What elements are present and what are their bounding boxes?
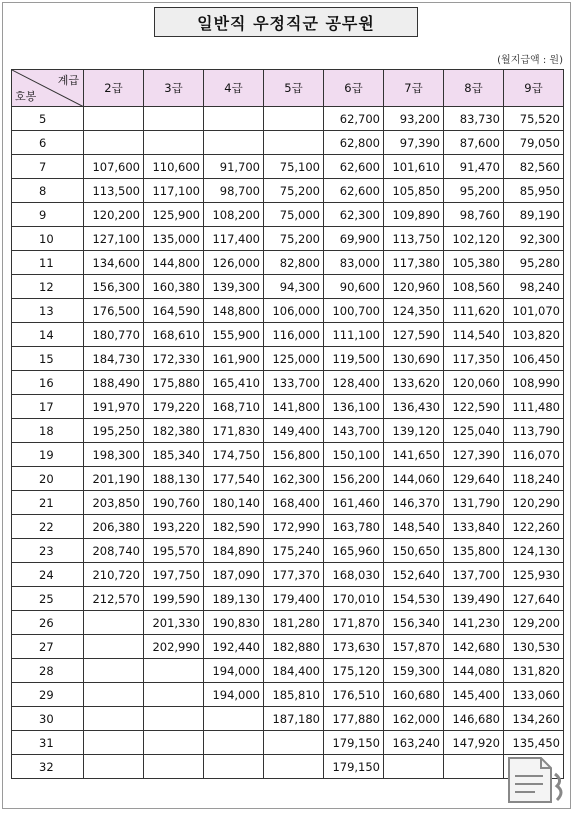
pay-cell: 127,590 <box>384 323 444 347</box>
pay-cell: 146,370 <box>384 491 444 515</box>
table-row <box>12 587 564 611</box>
pay-cell <box>144 755 204 779</box>
pay-cell: 208,740 <box>84 539 144 563</box>
pay-cell: 170,010 <box>324 587 384 611</box>
pay-cell <box>204 731 264 755</box>
pay-cell <box>444 755 504 779</box>
pay-cell: 156,300 <box>84 275 144 299</box>
pay-cell: 185,340 <box>144 443 204 467</box>
pay-cell <box>144 659 204 683</box>
pay-cell: 135,800 <box>444 539 504 563</box>
pay-cell: 127,640 <box>504 587 564 611</box>
pay-cell: 177,370 <box>264 563 324 587</box>
pay-cell: 125,930 <box>504 563 564 587</box>
table-row <box>12 155 564 179</box>
page-title: 일반직 우정직군 공무원 <box>154 7 418 37</box>
table-row <box>12 371 564 395</box>
pay-cell: 159,300 <box>384 659 444 683</box>
grade-header: 5급 <box>264 70 324 107</box>
pay-cell: 165,410 <box>204 371 264 395</box>
pay-cell: 118,240 <box>504 467 564 491</box>
pay-cell: 125,900 <box>144 203 204 227</box>
pay-cell: 95,200 <box>444 179 504 203</box>
step-label: 7 <box>12 155 84 179</box>
table-row <box>12 131 564 155</box>
pay-cell: 100,700 <box>324 299 384 323</box>
pay-cell: 143,700 <box>324 419 384 443</box>
pay-cell: 184,890 <box>204 539 264 563</box>
pay-cell: 184,400 <box>264 659 324 683</box>
grade-header: 2급 <box>84 70 144 107</box>
pay-cell: 163,780 <box>324 515 384 539</box>
pay-cell: 95,280 <box>504 251 564 275</box>
pay-cell: 85,950 <box>504 179 564 203</box>
pay-cell: 129,640 <box>444 467 504 491</box>
pay-cell: 161,900 <box>204 347 264 371</box>
pay-cell: 193,220 <box>144 515 204 539</box>
pay-cell: 141,650 <box>384 443 444 467</box>
pay-cell: 135,450 <box>504 731 564 755</box>
pay-cell: 201,190 <box>84 467 144 491</box>
pay-cell: 62,300 <box>324 203 384 227</box>
pay-cell: 75,520 <box>504 107 564 131</box>
table-row <box>12 659 564 683</box>
corner-header <box>12 70 84 107</box>
pay-cell <box>144 707 204 731</box>
pay-cell: 75,200 <box>264 179 324 203</box>
pay-cell: 133,620 <box>384 371 444 395</box>
step-label: 27 <box>12 635 84 659</box>
pay-cell: 182,590 <box>204 515 264 539</box>
pay-cell: 195,570 <box>144 539 204 563</box>
pay-cell: 97,390 <box>384 131 444 155</box>
pay-cell: 181,280 <box>264 611 324 635</box>
pay-cell: 131,820 <box>504 659 564 683</box>
pay-cell: 168,710 <box>204 395 264 419</box>
pay-cell: 91,470 <box>444 155 504 179</box>
pay-cell: 122,590 <box>444 395 504 419</box>
pay-cell: 133,060 <box>504 683 564 707</box>
pay-cell: 62,600 <box>324 179 384 203</box>
pay-cell: 62,700 <box>324 107 384 131</box>
pay-cell: 116,070 <box>504 443 564 467</box>
pay-cell: 201,330 <box>144 611 204 635</box>
step-label: 16 <box>12 371 84 395</box>
pay-cell: 75,100 <box>264 155 324 179</box>
unit-note: (월지급액 : 원) <box>497 55 563 66</box>
pay-cell: 210,720 <box>84 563 144 587</box>
pay-cell: 188,130 <box>144 467 204 491</box>
pay-cell: 127,390 <box>444 443 504 467</box>
pay-cell: 108,990 <box>504 371 564 395</box>
pay-cell <box>84 683 144 707</box>
pay-cell: 113,500 <box>84 179 144 203</box>
pay-cell: 105,850 <box>384 179 444 203</box>
pay-cell: 168,610 <box>144 323 204 347</box>
pay-cell: 155,900 <box>204 323 264 347</box>
step-label: 19 <box>12 443 84 467</box>
pay-cell: 136,100 <box>324 395 384 419</box>
pay-cell: 134,600 <box>84 251 144 275</box>
pay-cell: 190,830 <box>204 611 264 635</box>
pay-cell: 179,150 <box>324 731 384 755</box>
pay-cell: 125,040 <box>444 419 504 443</box>
pay-cell <box>144 683 204 707</box>
pay-cell: 148,540 <box>384 515 444 539</box>
pay-cell: 108,200 <box>204 203 264 227</box>
step-label: 23 <box>12 539 84 563</box>
pay-cell <box>84 707 144 731</box>
document-icon <box>505 754 567 806</box>
pay-cell: 127,100 <box>84 227 144 251</box>
step-label: 29 <box>12 683 84 707</box>
pay-cell: 128,400 <box>324 371 384 395</box>
pay-cell: 98,700 <box>204 179 264 203</box>
pay-cell: 144,080 <box>444 659 504 683</box>
pay-cell: 102,120 <box>444 227 504 251</box>
grade-header: 8급 <box>444 70 504 107</box>
step-label: 26 <box>12 611 84 635</box>
pay-cell: 184,730 <box>84 347 144 371</box>
table-row <box>12 179 564 203</box>
pay-cell: 101,610 <box>384 155 444 179</box>
pay-cell: 188,490 <box>84 371 144 395</box>
pay-table <box>11 69 564 779</box>
pay-cell <box>384 755 444 779</box>
pay-cell: 69,900 <box>324 227 384 251</box>
pay-cell: 113,750 <box>384 227 444 251</box>
step-label: 10 <box>12 227 84 251</box>
pay-cell: 117,400 <box>204 227 264 251</box>
step-label: 14 <box>12 323 84 347</box>
pay-cell: 98,760 <box>444 203 504 227</box>
pay-cell: 106,450 <box>504 347 564 371</box>
pay-cell: 185,810 <box>264 683 324 707</box>
pay-cell: 89,190 <box>504 203 564 227</box>
corner-grade-label: 계급 <box>57 74 79 87</box>
step-label: 24 <box>12 563 84 587</box>
pay-cell: 191,970 <box>84 395 144 419</box>
pay-cell: 195,250 <box>84 419 144 443</box>
pay-cell: 192,440 <box>204 635 264 659</box>
pay-cell: 182,880 <box>264 635 324 659</box>
pay-cell: 176,500 <box>84 299 144 323</box>
pay-cell <box>264 107 324 131</box>
pay-cell: 212,570 <box>84 587 144 611</box>
pay-cell: 202,990 <box>144 635 204 659</box>
pay-cell <box>84 659 144 683</box>
table-row <box>12 323 564 347</box>
pay-cell: 135,000 <box>144 227 204 251</box>
step-label: 20 <box>12 467 84 491</box>
pay-cell: 174,750 <box>204 443 264 467</box>
pay-table-body <box>12 107 564 779</box>
pay-cell: 120,290 <box>504 491 564 515</box>
step-label: 5 <box>12 107 84 131</box>
pay-cell: 144,800 <box>144 251 204 275</box>
pay-cell: 206,380 <box>84 515 144 539</box>
pay-cell: 144,060 <box>384 467 444 491</box>
pay-cell: 179,150 <box>324 755 384 779</box>
pay-cell: 142,680 <box>444 635 504 659</box>
step-label: 25 <box>12 587 84 611</box>
pay-cell: 182,380 <box>144 419 204 443</box>
pay-cell: 179,220 <box>144 395 204 419</box>
step-label: 31 <box>12 731 84 755</box>
pay-cell <box>84 755 144 779</box>
pay-cell: 141,230 <box>444 611 504 635</box>
pay-cell: 179,400 <box>264 587 324 611</box>
pay-cell: 133,840 <box>444 515 504 539</box>
grade-header: 3급 <box>144 70 204 107</box>
table-row <box>12 707 564 731</box>
pay-cell: 93,200 <box>384 107 444 131</box>
pay-cell: 175,120 <box>324 659 384 683</box>
pay-cell: 175,880 <box>144 371 204 395</box>
pay-cell <box>84 131 144 155</box>
grade-header: 7급 <box>384 70 444 107</box>
pay-cell: 111,480 <box>504 395 564 419</box>
pay-cell: 190,760 <box>144 491 204 515</box>
pay-cell: 197,750 <box>144 563 204 587</box>
step-label: 17 <box>12 395 84 419</box>
pay-cell: 194,000 <box>204 659 264 683</box>
pay-cell: 160,680 <box>384 683 444 707</box>
pay-cell: 107,600 <box>84 155 144 179</box>
pay-cell: 164,590 <box>144 299 204 323</box>
pay-cell: 103,820 <box>504 323 564 347</box>
pay-cell: 98,240 <box>504 275 564 299</box>
pay-cell: 145,400 <box>444 683 504 707</box>
pay-cell: 106,000 <box>264 299 324 323</box>
pay-cell: 157,870 <box>384 635 444 659</box>
pay-cell: 168,400 <box>264 491 324 515</box>
table-row <box>12 299 564 323</box>
step-label: 8 <box>12 179 84 203</box>
pay-cell: 146,680 <box>444 707 504 731</box>
pay-cell <box>84 611 144 635</box>
pay-cell: 154,530 <box>384 587 444 611</box>
pay-cell: 165,960 <box>324 539 384 563</box>
pay-cell: 130,530 <box>504 635 564 659</box>
pay-cell <box>84 107 144 131</box>
pay-cell <box>144 107 204 131</box>
pay-cell: 119,500 <box>324 347 384 371</box>
pay-cell: 79,050 <box>504 131 564 155</box>
pay-cell: 162,300 <box>264 467 324 491</box>
table-row <box>12 251 564 275</box>
pay-cell: 105,380 <box>444 251 504 275</box>
pay-cell: 82,560 <box>504 155 564 179</box>
pay-cell: 113,790 <box>504 419 564 443</box>
pay-cell: 160,380 <box>144 275 204 299</box>
pay-cell: 91,700 <box>204 155 264 179</box>
pay-cell <box>84 635 144 659</box>
table-row <box>12 443 564 467</box>
pay-cell: 156,200 <box>324 467 384 491</box>
pay-cell: 114,540 <box>444 323 504 347</box>
step-label: 18 <box>12 419 84 443</box>
pay-cell: 139,300 <box>204 275 264 299</box>
pay-cell: 168,030 <box>324 563 384 587</box>
step-label: 30 <box>12 707 84 731</box>
pay-cell: 177,540 <box>204 467 264 491</box>
step-label: 11 <box>12 251 84 275</box>
pay-cell: 136,430 <box>384 395 444 419</box>
grade-header: 9급 <box>504 70 564 107</box>
pay-cell: 75,000 <box>264 203 324 227</box>
pay-cell: 120,200 <box>84 203 144 227</box>
pay-cell: 149,400 <box>264 419 324 443</box>
pay-cell: 108,560 <box>444 275 504 299</box>
step-label: 6 <box>12 131 84 155</box>
corner-step-label: 호봉 <box>15 90 37 103</box>
table-row <box>12 395 564 419</box>
pay-cell: 120,060 <box>444 371 504 395</box>
pay-cell: 94,300 <box>264 275 324 299</box>
pay-cell: 109,890 <box>384 203 444 227</box>
pay-cell: 150,100 <box>324 443 384 467</box>
pay-cell <box>204 107 264 131</box>
pay-cell: 75,200 <box>264 227 324 251</box>
pay-cell: 117,100 <box>144 179 204 203</box>
pay-cell: 150,650 <box>384 539 444 563</box>
pay-cell: 147,920 <box>444 731 504 755</box>
pay-cell <box>204 131 264 155</box>
pay-cell: 171,830 <box>204 419 264 443</box>
pay-cell: 125,000 <box>264 347 324 371</box>
pay-cell: 124,130 <box>504 539 564 563</box>
table-row <box>12 347 564 371</box>
pay-cell: 180,140 <box>204 491 264 515</box>
table-row <box>12 515 564 539</box>
pay-cell: 110,600 <box>144 155 204 179</box>
pay-cell: 171,870 <box>324 611 384 635</box>
grade-header: 6급 <box>324 70 384 107</box>
table-row <box>12 203 564 227</box>
pay-cell: 124,350 <box>384 299 444 323</box>
table-row <box>12 491 564 515</box>
pay-cell: 203,850 <box>84 491 144 515</box>
pay-cell <box>204 707 264 731</box>
pay-cell: 90,600 <box>324 275 384 299</box>
pay-cell: 180,770 <box>84 323 144 347</box>
pay-cell: 172,990 <box>264 515 324 539</box>
pay-cell: 83,000 <box>324 251 384 275</box>
pay-cell: 139,120 <box>384 419 444 443</box>
pay-cell: 175,240 <box>264 539 324 563</box>
table-row <box>12 227 564 251</box>
pay-cell: 126,000 <box>204 251 264 275</box>
pay-cell: 116,000 <box>264 323 324 347</box>
pay-cell: 134,260 <box>504 707 564 731</box>
step-label: 13 <box>12 299 84 323</box>
pay-cell: 117,350 <box>444 347 504 371</box>
pay-cell: 139,490 <box>444 587 504 611</box>
pay-cell: 129,200 <box>504 611 564 635</box>
pay-cell: 161,460 <box>324 491 384 515</box>
table-row <box>12 731 564 755</box>
pay-cell: 173,630 <box>324 635 384 659</box>
pay-cell: 187,090 <box>204 563 264 587</box>
pay-cell: 199,590 <box>144 587 204 611</box>
pay-cell: 162,000 <box>384 707 444 731</box>
pay-cell: 156,340 <box>384 611 444 635</box>
pay-cell: 189,130 <box>204 587 264 611</box>
pay-cell: 130,690 <box>384 347 444 371</box>
pay-cell: 122,260 <box>504 515 564 539</box>
pay-cell: 152,640 <box>384 563 444 587</box>
pay-cell: 133,700 <box>264 371 324 395</box>
pay-cell: 137,700 <box>444 563 504 587</box>
step-label: 15 <box>12 347 84 371</box>
table-row <box>12 419 564 443</box>
pay-cell: 141,800 <box>264 395 324 419</box>
pay-cell <box>144 131 204 155</box>
table-row <box>12 755 564 779</box>
header-row <box>12 70 564 107</box>
pay-cell: 62,600 <box>324 155 384 179</box>
pay-cell: 198,300 <box>84 443 144 467</box>
pay-cell: 111,620 <box>444 299 504 323</box>
pay-cell <box>84 731 144 755</box>
table-row <box>12 611 564 635</box>
pay-cell: 177,880 <box>324 707 384 731</box>
pay-cell: 148,800 <box>204 299 264 323</box>
pay-cell: 82,800 <box>264 251 324 275</box>
step-label: 32 <box>12 755 84 779</box>
pay-cell: 156,800 <box>264 443 324 467</box>
pay-cell: 163,240 <box>384 731 444 755</box>
pay-cell: 194,000 <box>204 683 264 707</box>
pay-cell <box>264 755 324 779</box>
pay-cell <box>264 731 324 755</box>
pay-cell: 187,180 <box>264 707 324 731</box>
pay-cell: 172,330 <box>144 347 204 371</box>
pay-cell: 87,600 <box>444 131 504 155</box>
pay-cell: 131,790 <box>444 491 504 515</box>
pay-cell <box>264 131 324 155</box>
table-row <box>12 539 564 563</box>
step-label: 22 <box>12 515 84 539</box>
step-label: 9 <box>12 203 84 227</box>
step-label: 12 <box>12 275 84 299</box>
pay-cell: 83,730 <box>444 107 504 131</box>
table-row <box>12 107 564 131</box>
table-row <box>12 275 564 299</box>
step-label: 21 <box>12 491 84 515</box>
table-row <box>12 467 564 491</box>
step-label: 28 <box>12 659 84 683</box>
pay-cell: 62,800 <box>324 131 384 155</box>
table-row <box>12 683 564 707</box>
pay-cell: 101,070 <box>504 299 564 323</box>
pay-cell <box>144 731 204 755</box>
pay-cell: 176,510 <box>324 683 384 707</box>
pay-cell: 111,100 <box>324 323 384 347</box>
pay-cell: 92,300 <box>504 227 564 251</box>
pay-cell <box>204 755 264 779</box>
pay-cell: 120,960 <box>384 275 444 299</box>
table-row <box>12 635 564 659</box>
table-row <box>12 563 564 587</box>
pay-cell: 117,380 <box>384 251 444 275</box>
grade-header: 4급 <box>204 70 264 107</box>
